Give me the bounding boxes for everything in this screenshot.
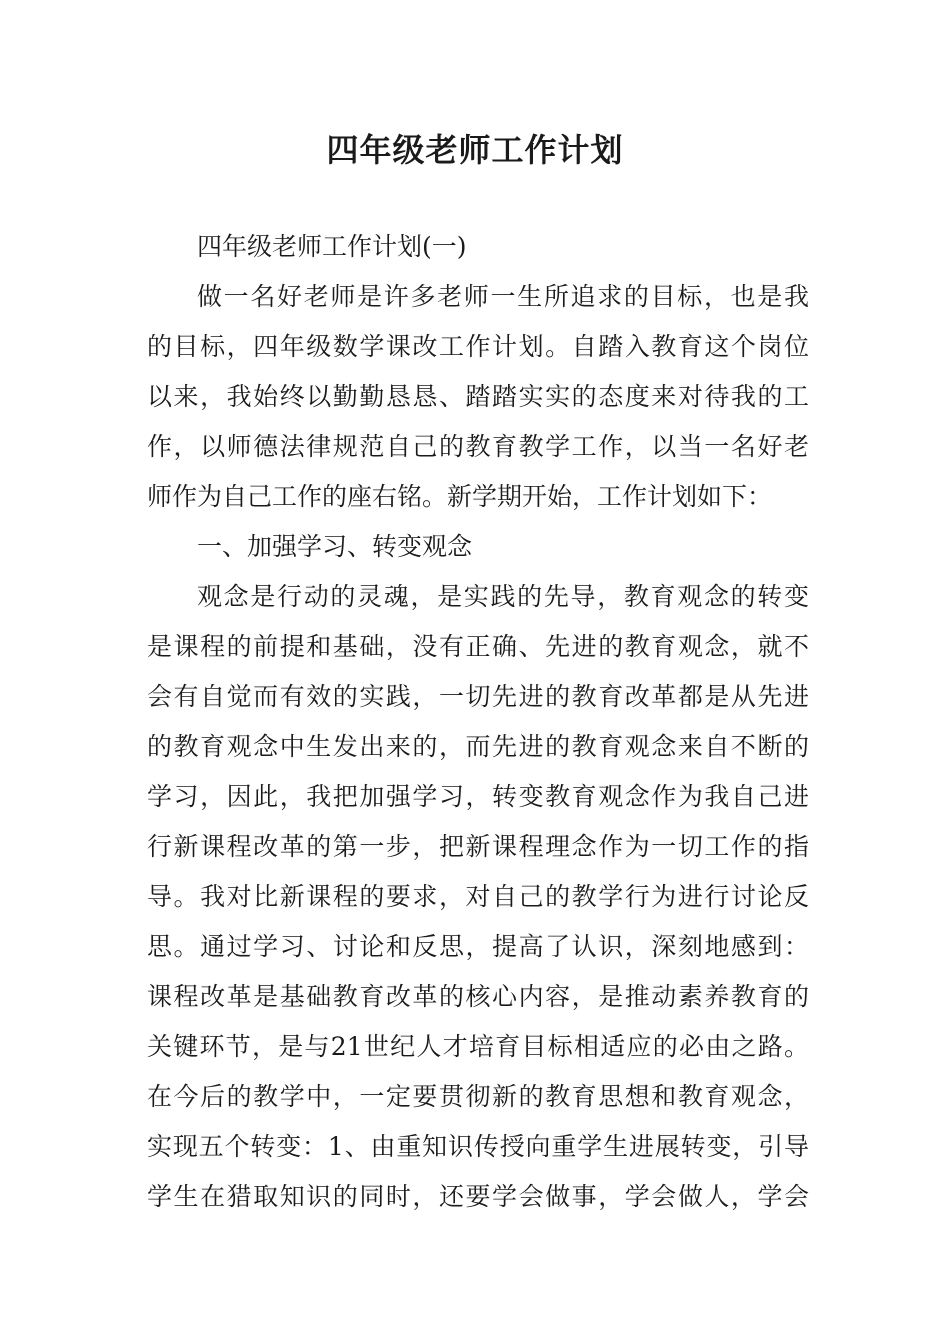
paragraph-line: 行新课程改革的第一步，把新课程理念作为一切工作的指 — [147, 832, 809, 861]
paragraph-line: 以来，我始终以勤勤恳恳、踏踏实实的态度来对待我的工 — [147, 382, 809, 411]
subtitle-line: 四年级老师工作计划(一) — [197, 232, 467, 261]
paragraph-line: 师作为自己工作的座右铭。新学期开始，工作计划如下： — [147, 482, 773, 511]
section-heading: 一、加强学习、转变观念 — [197, 532, 473, 561]
document-body — [147, 222, 809, 1222]
paragraph-line: 做一名好老师是许多老师一生所追求的目标，也是我 — [197, 282, 809, 311]
document-title: 四年级老师工作计划 — [326, 131, 624, 169]
paragraph-line: 会有自觉而有效的实践，一切先进的教育改革都是从先进 — [147, 682, 809, 711]
paragraph-line: 学习，因此，我把加强学习，转变教育观念作为我自己进 — [147, 782, 809, 811]
paragraph-line: 实现五个转变：1、由重知识传授向重学生进展转变，引导 — [147, 1132, 809, 1161]
paragraph-line: 是课程的前提和基础，没有正确、先进的教育观念，就不 — [147, 632, 809, 661]
paragraph-line: 学生在猎取知识的同时，还要学会做事，学会做人，学会 — [147, 1182, 809, 1211]
paragraph-line: 观念是行动的灵魂，是实践的先导，教育观念的转变 — [197, 582, 809, 611]
paragraph-line: 导。我对比新课程的要求，对自己的教学行为进行讨论反 — [147, 882, 809, 911]
paragraph-line: 作，以师德法律规范自己的教育教学工作，以当一名好老 — [147, 432, 809, 461]
paragraph-line: 关键环节，是与21世纪人才培育目标相适应的必由之路。 — [147, 1032, 809, 1061]
paragraph-line: 在今后的教学中，一定要贯彻新的教育思想和教育观念， — [147, 1082, 809, 1111]
paragraph-line: 课程改革是基础教育改革的核心内容，是推动素养教育的 — [147, 982, 809, 1011]
paragraph-line: 思。通过学习、讨论和反思，提高了认识，深刻地感到： — [147, 932, 809, 961]
paragraph-line: 的目标，四年级数学课改工作计划。自踏入教育这个岗位 — [147, 332, 809, 361]
paragraph-line: 的教育观念中生发出来的，而先进的教育观念来自不断的 — [147, 732, 809, 761]
